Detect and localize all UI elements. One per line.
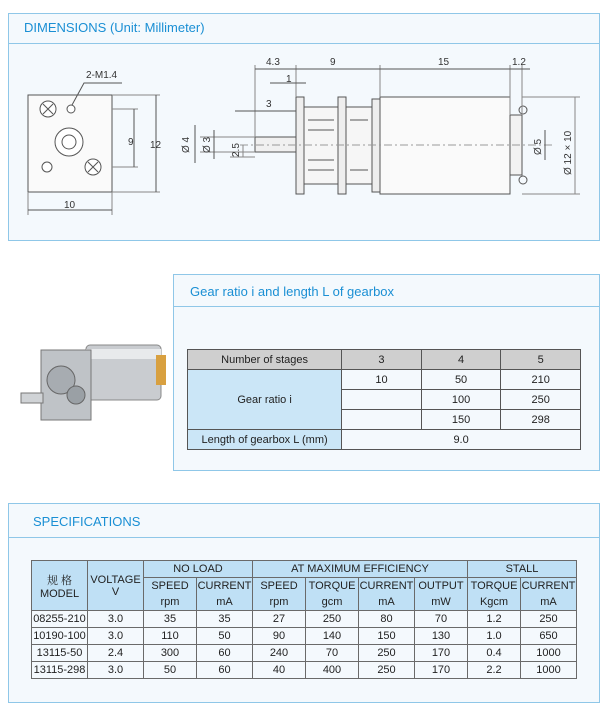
motor-photo <box>16 335 166 435</box>
voltage-unit: V <box>111 585 120 598</box>
ratio-cell: 210 <box>501 370 581 390</box>
spec-cell: 3.0 <box>88 611 144 628</box>
spec-cell: 10190-100 <box>32 628 88 645</box>
phi5-label: Ø 5 <box>533 138 544 155</box>
ratio-label: Gear ratio i <box>188 370 342 430</box>
dimensions-title: DIMENSIONS (Unit: Millimeter) <box>24 20 205 35</box>
spec-cell: 08255-210 <box>32 611 88 628</box>
d9-label: 9 <box>330 57 336 68</box>
spec-cell: 1.2 <box>468 611 521 628</box>
sub-header: TORQUE <box>306 578 359 595</box>
spec-cell: 70 <box>306 645 359 662</box>
unit-header: gcm <box>306 594 359 611</box>
spec-cell: 50 <box>144 662 197 679</box>
stage-5: 5 <box>501 350 581 370</box>
sub-header: CURRENT <box>359 578 415 595</box>
spec-cell: 3.0 <box>88 628 144 645</box>
ratio-cell <box>342 390 422 410</box>
voltage-header <box>88 561 144 611</box>
spec-cell: 240 <box>253 645 306 662</box>
unit-header: rpm <box>144 594 197 611</box>
spec-cell: 140 <box>306 628 359 645</box>
sub-header: SPEED <box>144 578 197 595</box>
ratio-cell: 100 <box>421 390 501 410</box>
spec-cell: 35 <box>144 611 197 628</box>
h12-label: 12 <box>150 140 162 151</box>
spec-cell: 70 <box>415 611 468 628</box>
d1-label: 1 <box>286 74 292 85</box>
length-label: Length of gearbox L (mm) <box>188 430 342 450</box>
unit-header: mA <box>521 594 577 611</box>
ratio-cell <box>342 410 422 430</box>
spec-cell: 40 <box>253 662 306 679</box>
dimensions-divider <box>8 43 600 44</box>
spec-cell: 300 <box>144 645 197 662</box>
model-cn: 规 格 <box>46 574 73 587</box>
model-en: MODEL <box>39 587 80 600</box>
table-row <box>32 611 577 628</box>
spec-cell: 80 <box>359 611 415 628</box>
stage-3: 3 <box>342 350 422 370</box>
spec-cell: 13115-298 <box>32 662 88 679</box>
length-value: 9.0 <box>342 430 581 450</box>
spec-cell: 650 <box>521 628 577 645</box>
spec-cell: 1000 <box>521 662 577 679</box>
phi12x10-label: Ø 12 × 10 <box>563 130 574 175</box>
spec-cell: 130 <box>415 628 468 645</box>
spec-cell: 90 <box>253 628 306 645</box>
unit-header: rpm <box>253 594 306 611</box>
unit-header: Kgcm <box>468 594 521 611</box>
sub-header: TORQUE <box>468 578 521 595</box>
table-row <box>32 662 577 679</box>
table-row <box>32 628 577 645</box>
spec-cell: 13115-50 <box>32 645 88 662</box>
stall-header: STALL <box>468 561 577 578</box>
no-load-header: NO LOAD <box>144 561 253 578</box>
spec-cell: 50 <box>197 628 253 645</box>
phi3-label: Ø 3 <box>202 136 213 153</box>
spec-cell: 110 <box>144 628 197 645</box>
d3-label: 3 <box>266 99 272 110</box>
d4-3-label: 4.3 <box>266 57 280 68</box>
spec-cell: 1000 <box>521 645 577 662</box>
specs-divider <box>8 537 600 538</box>
stage-4: 4 <box>421 350 501 370</box>
unit-header: mW <box>415 594 468 611</box>
ratio-cell: 10 <box>342 370 422 390</box>
sub-header: CURRENT <box>197 578 253 595</box>
d1-2-label: 1.2 <box>512 57 526 68</box>
spec-cell: 60 <box>197 645 253 662</box>
unit-header: mA <box>197 594 253 611</box>
h9-label: 9 <box>128 137 134 148</box>
voltage-label: VOLTAGE <box>90 573 141 586</box>
spec-cell: 3.0 <box>88 662 144 679</box>
spec-cell: 35 <box>197 611 253 628</box>
side-view-drawing <box>195 65 580 194</box>
gearbox-title: Gear ratio i and length L of gearbox <box>190 284 395 299</box>
sub-header: CURRENT <box>521 578 577 595</box>
width-label: 10 <box>64 200 76 211</box>
spec-cell: 250 <box>359 645 415 662</box>
phi4-label: Ø 4 <box>181 136 192 153</box>
spec-cell: 400 <box>306 662 359 679</box>
stages-label: Number of stages <box>188 350 342 370</box>
sub-header: SPEED <box>253 578 306 595</box>
spec-table <box>31 560 577 679</box>
spec-cell: 0.4 <box>468 645 521 662</box>
sub-header: OUTPUT <box>415 578 468 595</box>
specs-title: SPECIFICATIONS <box>33 514 141 529</box>
unit-header: mA <box>359 594 415 611</box>
holes-label: 2-M1.4 <box>86 70 118 81</box>
spec-cell: 2.4 <box>88 645 144 662</box>
spec-cell: 150 <box>359 628 415 645</box>
spec-cell: 1.0 <box>468 628 521 645</box>
spec-cell: 250 <box>521 611 577 628</box>
ratio-cell: 150 <box>421 410 501 430</box>
spec-cell: 170 <box>415 662 468 679</box>
ratio-cell: 250 <box>501 390 581 410</box>
spec-cell: 60 <box>197 662 253 679</box>
ratio-cell: 50 <box>421 370 501 390</box>
gearbox-divider <box>173 306 600 307</box>
dimension-drawing <box>0 45 606 245</box>
gearbox-table <box>187 349 581 450</box>
max-eff-header: AT MAXIMUM EFFICIENCY <box>253 561 468 578</box>
spec-cell: 250 <box>359 662 415 679</box>
spec-cell: 27 <box>253 611 306 628</box>
d15-label: 15 <box>438 57 450 68</box>
ratio-cell: 298 <box>501 410 581 430</box>
spec-cell: 250 <box>306 611 359 628</box>
d2-5-label: 2.5 <box>231 143 242 157</box>
front-view-drawing <box>28 83 160 215</box>
spec-cell: 170 <box>415 645 468 662</box>
spec-cell: 2.2 <box>468 662 521 679</box>
table-row <box>32 645 577 662</box>
model-header <box>32 561 88 611</box>
